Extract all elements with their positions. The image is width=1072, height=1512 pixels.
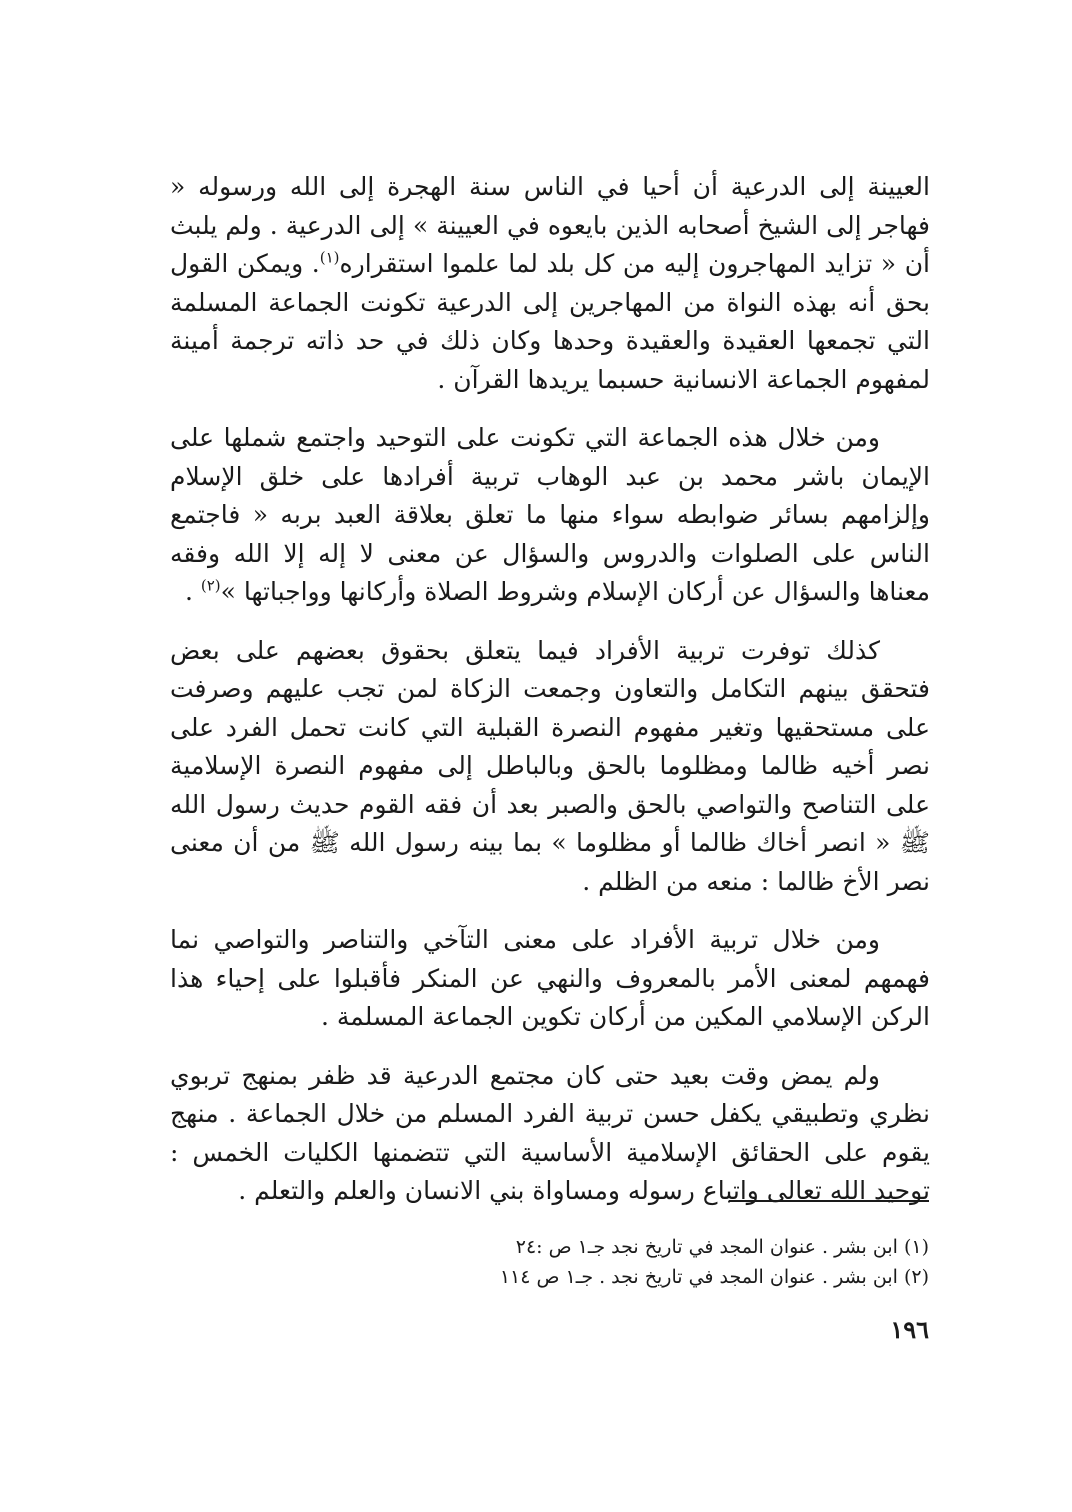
paragraph-5 xyxy=(170,1057,930,1211)
paragraph-3 xyxy=(170,632,930,902)
paragraph-4 xyxy=(170,921,930,1037)
footnote-separator xyxy=(729,1200,929,1202)
paragraph-5-text: ولم يمض وقت بعيد حتى كان مجتمع الدرعية قد ظفر بمنهج تربوي نظري وتطبيقي يكفل حسن تربية الفرد المسلم من خلال الجماعة . منهج يقوم على الحقائق الإسلامية الأساسية التي تتضمنها الكليات الخمس : توحيد الله تعالى واتباع رسوله ومساواة بني الانسان والعلم والتعلم . xyxy=(170,1060,930,1205)
footnotes xyxy=(429,1232,929,1292)
paragraph-1-text: العيينة إلى الدرعية أن أحيا في الناس سنة الهجرة إلى الله ورسوله « فهاجر إلى الشيخ أصحابه الذين بايعوه في العيينة » إلى الدرعية . ولم يلبث أن « تزايد المهاجرون إليه من كل بلد لما علموا استقراره xyxy=(170,172,930,278)
paragraph-2-tail: . xyxy=(184,577,201,606)
footnote-1: (١) ابن بشر . عنوان المجد في تاريخ نجد جـ١ ص :٢٤ xyxy=(515,1236,929,1258)
page-body xyxy=(170,168,930,1211)
paragraph-2-text: ومن خلال هذه الجماعة التي تكونت على التوحيد واجتمع شملها على الإيمان باشر محمد بن عبد الوهاب تربية أفرادها على خلق الإسلام وإلزامهم بسائر ضوابطه سواء منها ما تعلق بعلاقة العبد بربه « فاجتمع الناس على الصلوات والدروس والسؤال عن معنى لا إله إلا الله وفقه معناها والسؤال عن أركان الإسلام وشروط الصلاة وأركانها وواجباتها » xyxy=(170,423,930,606)
paragraph-1 xyxy=(170,168,930,399)
paragraph-1-tail: . ويمكن القول بحق أنه بهذه النواة من المهاجرين إلى الدرعية تكونت الجماعة المسلمة التي تجمعها العقيدة والعقيدة وحدها وكان ذلك في حد ذاته ترجمة أمينة لمفهوم الجماعة الانسانية حسبما يريدها القرآن . xyxy=(170,249,930,394)
paragraph-2 xyxy=(170,419,930,612)
footnote-ref-1: (١) xyxy=(319,248,340,267)
paragraph-3-text: كذلك توفرت تربية الأفراد فيما يتعلق بحقوق بعضهم على بعض فتحقق بينهم التكامل والتعاون وجمعت الزكاة لمن تجب عليهم وصرفت على مستحقيها وتغير مفهوم النصرة القبلية التي كانت تحمل الفرد على نصر أخيه ظالما ومظلوما بالحق وبالباطل إلى مفهوم النصرة الإسلامية على التناصح والتواصي بالحق والصبر بعد أن فقه القوم حديث رسول الله ﷺ « انصر أخاك ظالما أو مظلوما » بما بينه رسول الله ﷺ من أن معنى نصر الأخ ظالما : منعه من الظلم . xyxy=(170,635,930,896)
footnote-2: (٢) ابن بشر . عنوان المجد في تاريخ نجد . جـ١ ص ١١٤ xyxy=(499,1266,929,1288)
paragraph-4-text: ومن خلال تربية الأفراد على معنى التآخي والتناصر والتواصي نما فهمهم لمعنى الأمر بالمعروف والنهي عن المنكر فأقبلوا على إحياء هذا الركن الإسلامي المكين من أركان تكوين الجماعة المسلمة . xyxy=(170,925,930,1031)
page-number: ١٩٦ xyxy=(890,1315,929,1344)
footnote-ref-2: (٢) xyxy=(200,576,221,595)
